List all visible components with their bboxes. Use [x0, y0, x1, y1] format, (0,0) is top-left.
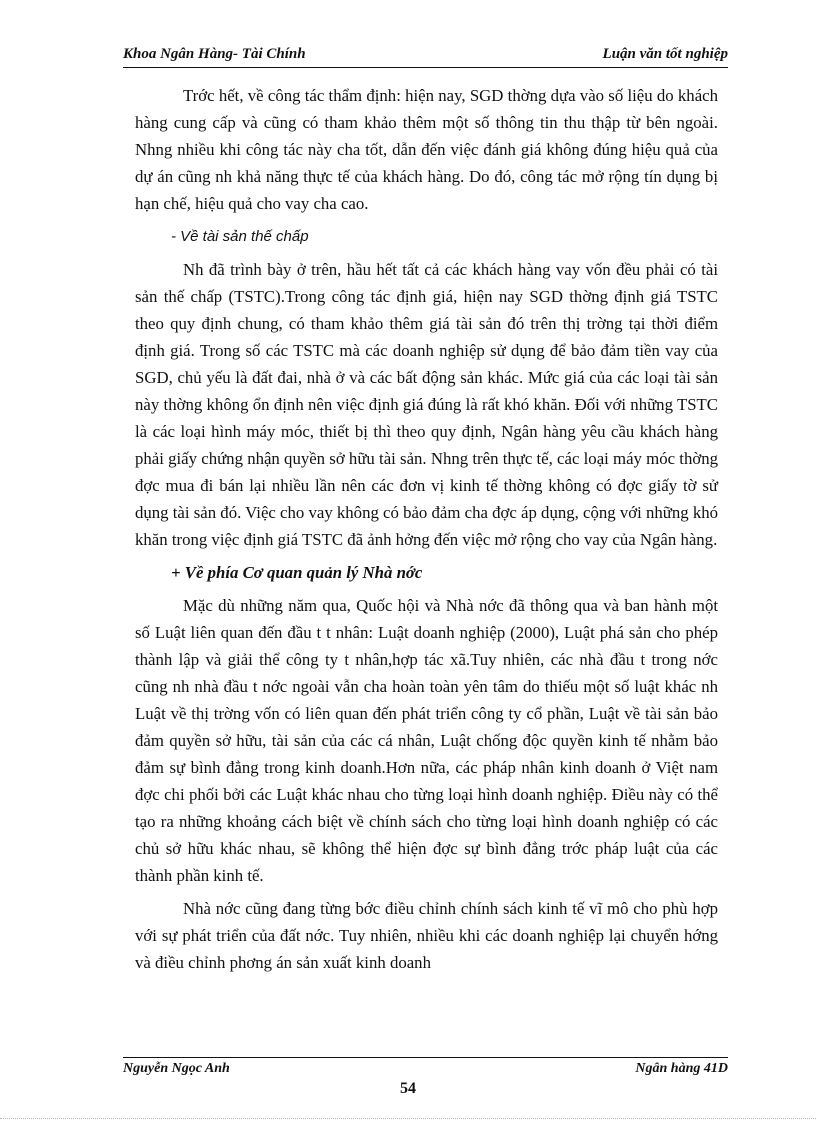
subheading-collateral: - Về tài sản thế chấp: [171, 228, 309, 245]
paragraph-collateral: Nh đã trình bày ở trên, hầu hết tất cả các khách hàng vay vốn đều phải có tài sản thế chấp (TSTC).Trong công tác định giá, hiện nay SGD thờng định giá TSTC theo quy định chung, có tham khảo thêm giá tài sản đó trên thị trờng tại thời điểm định giá. Trong số các TSTC mà các doanh nghiệp sử dụng để bảo đảm tiền vay của SGD, chủ yếu là đất đai, nhà ở và các bất động sản khác. Mức giá của các loại tài sản này thờng không ổn định nên việc định giá đúng là rất khó khăn. Đối với những TSTC là các loại hình máy móc, thiết bị thì theo quy định, Ngân hàng yêu cầu khách hàng phải giấy chứng nhận quyền sở hữu tài sản. Nhng trên thực tế, các loại máy móc thờng đợc mua đi bán lại nhiều lần nên các đơn vị kinh tế thờng không có đợc giấy tờ sử dụng tài sản đó. Việc cho vay không có bảo đảm cha đợc áp dụng, cộng với những khó khăn trong việc định giá TSTC đã ảnh hởng đến việc mở rộng cho vay của Ngân hàng.: [135, 260, 718, 549]
paragraph-laws: Mặc dù những năm qua, Quốc hội và Nhà nớc đã thông qua và ban hành một số Luật liên quan đến đầu t t nhân: Luật doanh nghiệp (2000), Luật phá sản cho phép thành lập và giải thể công ty t nhân,hợp tác xã.Tuy nhiên, các nhà đầu t trong nớc cũng nh nhà đầu t nớc ngoài vẫn cha hoàn toàn yên tâm do thiếu một số luật khác nh Luật về thị trờng vốn có liên quan đến phát triển công ty cổ phần, Luật về tài sản bảo đảm quyền sở hữu, tài sản của các cá nhân, Luật chống độc quyền kinh tế nhằm bảo đảm sự bình đẳng trong kinh doanh.Hơn nữa, các pháp nhân kinh doanh ở Việt nam đợc chi phối bởi các Luật khác nhau cho từng loại hình doanh nghiệp. Điều này có thể tạo ra những khoảng cách biệt về chính sách cho từng loại hình doanh nghiệp có các chủ sở hữu khác nhau, sẽ không thể hiện đợc sự bình đẳng trớc pháp luật của các thành phần kinh tế.: [135, 596, 718, 885]
footer-class: Ngân hàng 41D: [635, 1061, 728, 1076]
header-faculty: Khoa Ngân Hàng- Tài Chính: [123, 46, 306, 62]
header-document-type: Luận văn tốt nghiệp: [602, 46, 728, 62]
footer-divider: [123, 1057, 728, 1058]
paragraph-macro-policy: Nhà nớc cũng đang từng bớc điều chỉnh chính sách kinh tế vĩ mô cho phù hợp với sự phát triển của đất nớc. Tuy nhiên, nhiều khi các doanh nghiệp lại chuyển hớng và điều chỉnh phơng án sản xuất kinh doanh: [135, 899, 718, 972]
page-header: [123, 46, 728, 68]
page-number: 54: [400, 1080, 416, 1097]
section-heading-state-agency: + Về phía Cơ quan quản lý Nhà nớc: [171, 563, 423, 582]
footer-author: Nguyễn Ngọc Anh: [123, 1061, 230, 1076]
document-body: [135, 82, 718, 982]
page-bottom-border: [0, 1118, 816, 1119]
paragraph-appraisal: Trớc hết, về công tác thẩm định: hiện nay, SGD thờng dựa vào số liệu do khách hàng cung cấp và cũng có tham khảo thêm một số thông tin thu thập từ bên ngoài. Nhng nhiều khi công tác này cha tốt, dẫn đến việc đánh giá không đúng hiệu quả của dự án cũng nh khả năng thực tế của khách hàng. Do đó, công tác mở rộng tín dụng bị hạn chế, hiệu quả cho vay cha cao.: [135, 86, 718, 213]
header-divider: [123, 67, 728, 68]
